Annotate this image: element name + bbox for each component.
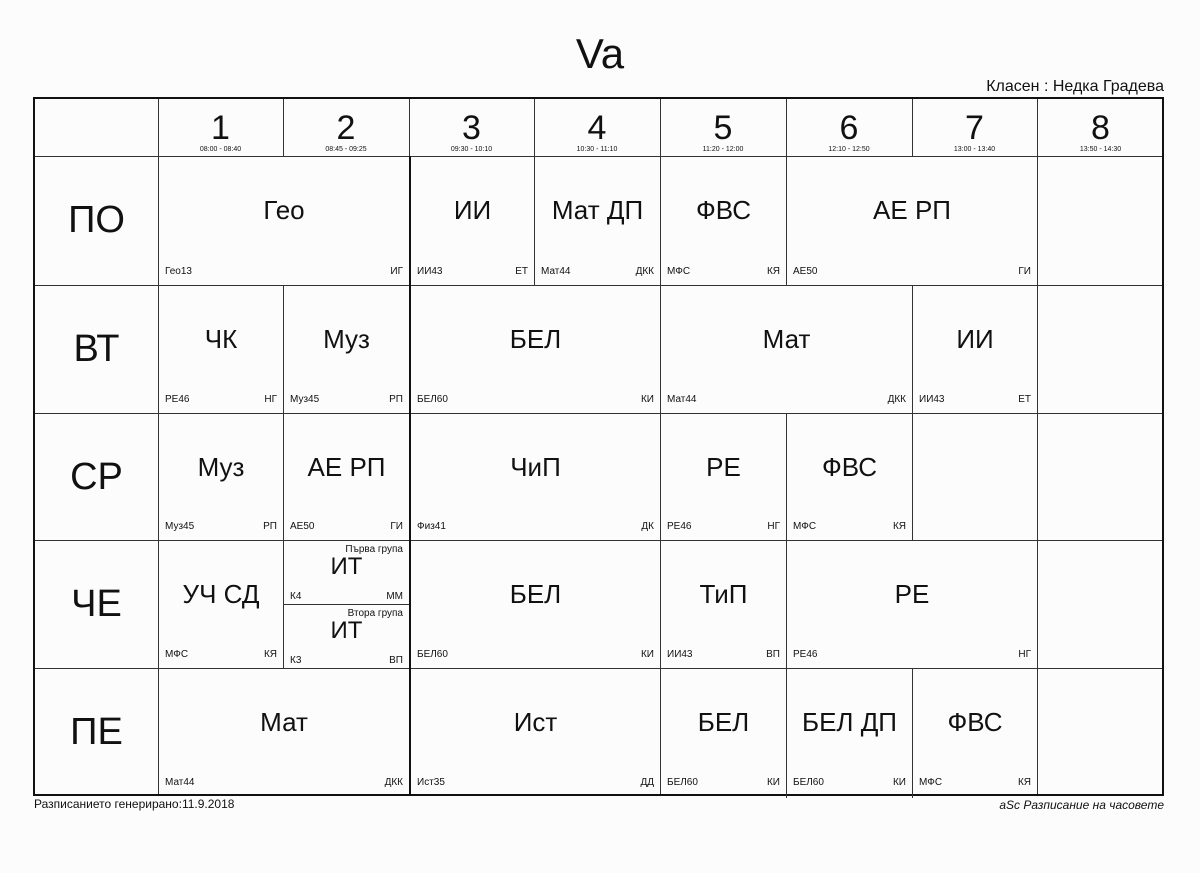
lesson-cell xyxy=(411,541,660,668)
period-number: 6 xyxy=(839,109,859,147)
lesson-subject: ИИ xyxy=(956,324,994,354)
class-teacher: Класен : Недка Градева xyxy=(986,78,1164,95)
lesson-room: РЕ46 xyxy=(667,521,692,532)
period-time: 11:20 - 12:00 xyxy=(702,146,744,153)
lesson-subject: Мат xyxy=(762,324,811,354)
lesson-teacher: КИ xyxy=(640,394,654,405)
period-header xyxy=(283,99,409,157)
lesson-cell xyxy=(661,414,786,540)
period-header xyxy=(660,99,786,157)
group-lesson-cell xyxy=(284,605,409,668)
lesson-subject: ФВС xyxy=(947,707,1003,737)
lesson-subject: ИТ xyxy=(330,553,363,580)
lesson-cell xyxy=(661,157,786,285)
lesson-teacher: ДК xyxy=(641,521,654,532)
lesson-teacher: КИ xyxy=(640,649,654,660)
lesson-subject: АЕ РП xyxy=(873,195,951,225)
lesson-room: БЕЛ60 xyxy=(417,649,448,660)
lesson-room: Муз45 xyxy=(165,521,195,532)
period-header xyxy=(158,99,283,157)
lesson-teacher: ГИ xyxy=(1018,266,1031,277)
lesson-subject: ФВС xyxy=(821,452,878,482)
lesson-teacher: ДКК xyxy=(887,394,906,405)
lesson-subject: БЕЛ xyxy=(697,707,750,737)
lesson-subject: Муз xyxy=(323,324,370,354)
lesson-teacher: РП xyxy=(263,521,277,532)
lesson-room: МФС xyxy=(919,777,943,788)
lesson-room: АЕ50 xyxy=(793,266,818,277)
lesson-cell xyxy=(661,286,912,413)
period-time: 08:45 - 09:25 xyxy=(325,146,367,153)
lesson-cell xyxy=(411,157,534,285)
lesson-subject: РЕ xyxy=(894,579,930,609)
lesson-room: РЕ46 xyxy=(793,649,818,660)
lesson-teacher: РП xyxy=(389,394,403,405)
lesson-teacher: ЕТ xyxy=(1018,394,1031,405)
day-label: ЧЕ xyxy=(71,583,122,625)
lesson-room: БЕЛ60 xyxy=(417,394,448,405)
lesson-teacher: ДКК xyxy=(384,777,403,788)
lesson-teacher: КИ xyxy=(766,777,780,788)
lesson-room: Мат44 xyxy=(541,266,571,277)
lesson-room: Ист35 xyxy=(417,777,445,788)
lesson-cell xyxy=(411,669,660,796)
lesson-teacher: КЯ xyxy=(1017,777,1031,788)
lesson-room: МФС xyxy=(793,521,817,532)
lesson-cell xyxy=(787,541,1037,668)
lesson-room: АЕ50 xyxy=(290,521,315,532)
lesson-teacher: КЯ xyxy=(263,649,277,660)
lesson-teacher: ММ xyxy=(386,591,403,602)
lesson-teacher: КИ xyxy=(892,777,906,788)
period-time: 13:50 - 14:30 xyxy=(1079,146,1122,153)
period-number: 2 xyxy=(336,109,356,147)
lesson-room: МФС xyxy=(667,266,691,277)
lesson-room: Муз45 xyxy=(290,394,320,405)
lesson-subject: БЕЛ xyxy=(509,579,562,609)
lesson-cell xyxy=(787,414,912,540)
lesson-teacher: ГИ xyxy=(390,521,403,532)
lesson-room: Физ41 xyxy=(417,521,446,532)
generated-date: Разписанието генерирано:11.9.2018 xyxy=(34,797,235,811)
day-label: СР xyxy=(70,456,123,498)
lesson-subject: ФВС xyxy=(695,195,752,225)
period-time: 10:30 - 11:10 xyxy=(576,146,618,153)
timetable-grid xyxy=(33,97,1164,796)
lesson-subject: БЕЛ xyxy=(509,324,562,354)
lesson-cell xyxy=(913,669,1037,796)
lesson-cell xyxy=(913,286,1037,413)
lesson-room: МФС xyxy=(165,649,189,660)
day-label: ПО xyxy=(68,199,125,241)
lesson-subject: БЕЛ ДП xyxy=(802,707,897,737)
group-label: Първа група xyxy=(345,544,403,555)
lesson-cell xyxy=(661,541,786,668)
lesson-room: Мат44 xyxy=(667,394,697,405)
lesson-room: БЕЛ60 xyxy=(667,777,698,788)
group-label: Втора група xyxy=(347,608,403,619)
software-credit: aSc Разписание на часовете xyxy=(999,798,1164,812)
day-label: ВТ xyxy=(73,328,120,370)
lesson-cell xyxy=(284,414,409,540)
lesson-subject: ТиП xyxy=(699,579,748,609)
lesson-subject: Ист xyxy=(513,707,558,737)
lesson-teacher: НГ xyxy=(1018,649,1031,660)
lesson-cell xyxy=(787,157,1037,285)
lesson-cell xyxy=(411,414,660,540)
group-lesson-cell xyxy=(284,541,409,604)
lesson-subject: АЕ РП xyxy=(307,452,386,482)
lesson-cell xyxy=(411,286,660,413)
lesson-teacher: ДД xyxy=(640,777,654,788)
lesson-teacher: ДКК xyxy=(635,266,654,277)
lesson-teacher: ВП xyxy=(389,655,403,666)
day-label: ПЕ xyxy=(70,711,123,753)
period-time: 09:30 - 10:10 xyxy=(450,146,493,153)
period-number: 7 xyxy=(965,109,984,147)
period-header xyxy=(786,99,912,157)
lesson-cell xyxy=(159,669,409,796)
period-header xyxy=(912,99,1037,157)
lesson-room: РЕ46 xyxy=(165,394,190,405)
lesson-teacher: КЯ xyxy=(766,266,780,277)
lesson-room: К4 xyxy=(290,591,302,602)
lesson-room: ИИ43 xyxy=(417,266,443,277)
period-number: 3 xyxy=(462,109,481,147)
lesson-room: К3 xyxy=(290,655,302,666)
lesson-cell xyxy=(535,157,660,285)
lesson-room: БЕЛ60 xyxy=(793,777,824,788)
lesson-subject: ИТ xyxy=(330,617,363,644)
lesson-room: Мат44 xyxy=(165,777,195,788)
period-number: 1 xyxy=(211,109,230,147)
lesson-subject: ИИ xyxy=(453,195,492,225)
period-time: 13:00 - 13:40 xyxy=(953,146,996,153)
lesson-subject: Мат xyxy=(260,707,308,737)
grid-line xyxy=(1037,99,1038,794)
lesson-cell xyxy=(159,157,409,285)
lesson-room: Гео13 xyxy=(165,266,192,277)
period-number: 5 xyxy=(713,109,733,147)
lesson-teacher: КЯ xyxy=(892,521,906,532)
period-number: 4 xyxy=(587,109,607,147)
lesson-subject: Муз xyxy=(197,452,245,482)
lesson-cell xyxy=(787,669,912,796)
class-title: Va xyxy=(575,30,625,77)
lesson-subject: РЕ xyxy=(706,452,741,482)
lesson-subject: Мат ДП xyxy=(551,195,644,225)
lesson-room: ИИ43 xyxy=(667,649,693,660)
lesson-teacher: ИГ xyxy=(390,266,403,277)
period-header xyxy=(534,99,660,157)
period-time: 08:00 - 08:40 xyxy=(199,146,242,153)
period-header xyxy=(1037,99,1164,157)
lesson-teacher: ВП xyxy=(766,649,780,660)
period-header xyxy=(409,99,534,157)
grid-line xyxy=(912,413,913,540)
period-number: 8 xyxy=(1091,109,1110,147)
lesson-cell xyxy=(159,414,283,540)
lesson-subject: ЧиП xyxy=(510,452,561,482)
period-time: 12:10 - 12:50 xyxy=(828,146,870,153)
lesson-cell xyxy=(661,669,786,796)
lesson-teacher: ЕТ xyxy=(515,266,528,277)
lesson-subject: ЧК xyxy=(204,324,238,354)
lesson-cell xyxy=(159,541,283,668)
lesson-cell xyxy=(284,286,409,413)
lesson-subject: УЧ СД xyxy=(182,579,260,609)
lesson-cell xyxy=(159,286,283,413)
lesson-subject: Гео xyxy=(263,195,305,225)
lesson-room: ИИ43 xyxy=(919,394,945,405)
lesson-teacher: НГ xyxy=(264,394,277,405)
lesson-teacher: НГ xyxy=(767,521,780,532)
